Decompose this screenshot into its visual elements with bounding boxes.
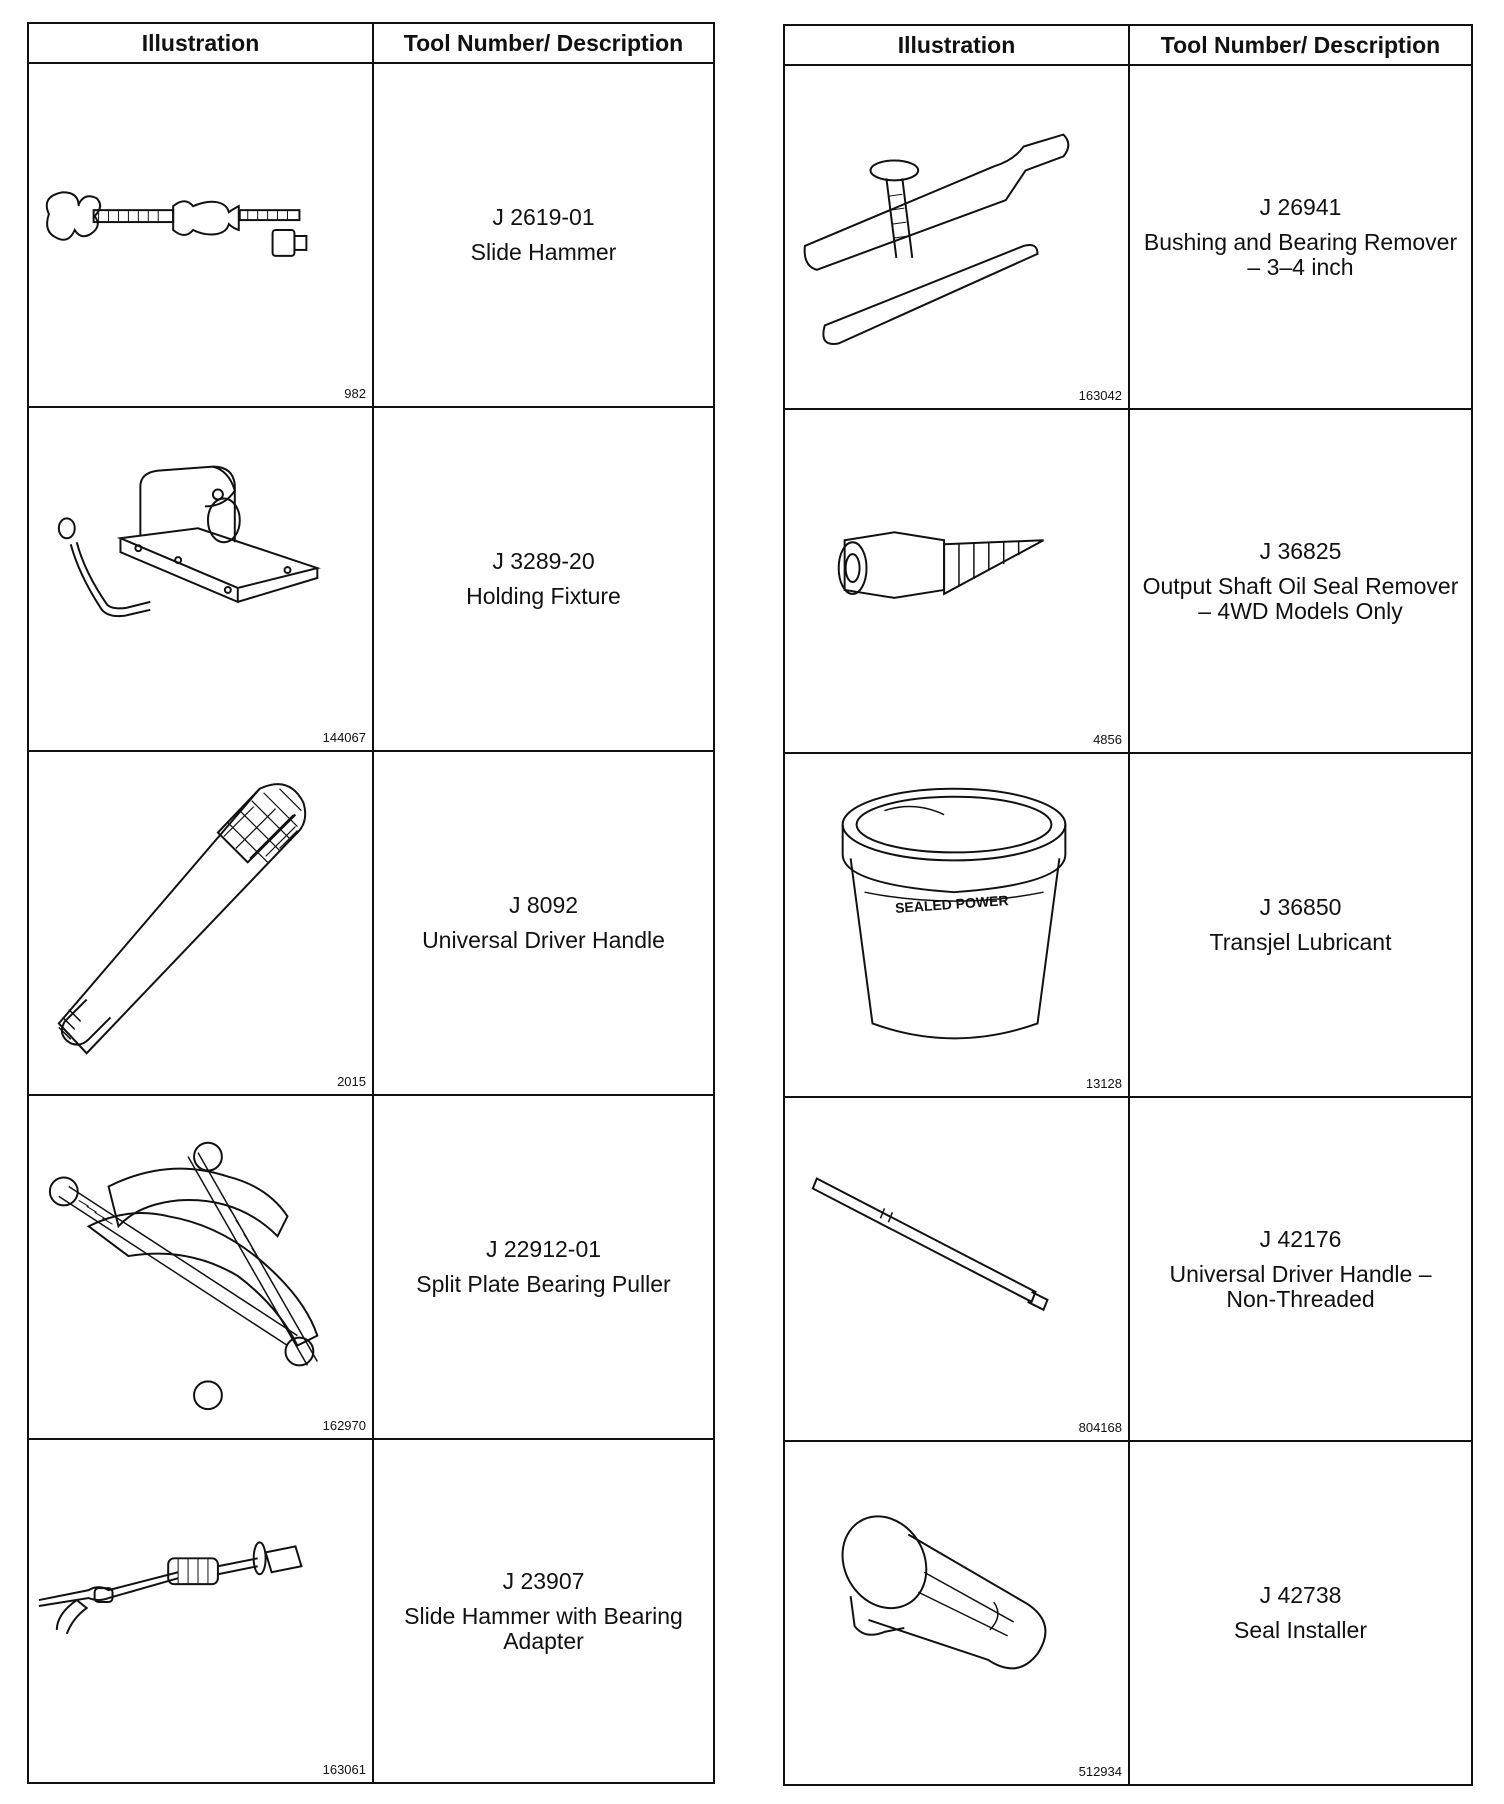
tool-description: Split Plate Bearing Puller bbox=[416, 1271, 671, 1297]
tool-description: Universal Driver Handle – Non-Threaded bbox=[1169, 1260, 1432, 1312]
tool-number: J 26941 bbox=[1259, 193, 1342, 220]
header-illustration: Illustration bbox=[784, 25, 1129, 65]
table-row bbox=[784, 753, 1472, 1097]
illustration-cell bbox=[784, 409, 1129, 753]
tool-description: Transjel Lubricant bbox=[1209, 929, 1392, 955]
description-cell bbox=[1129, 1097, 1472, 1441]
figure-id: 163042 bbox=[1078, 388, 1122, 403]
slide-hammer-icon bbox=[29, 64, 372, 406]
lubricant-tub-icon bbox=[785, 754, 1128, 1096]
illustration-cell bbox=[28, 63, 373, 407]
tool-number: J 23907 bbox=[502, 1567, 585, 1594]
tool-number: J 3289-20 bbox=[492, 548, 595, 574]
table-row bbox=[784, 65, 1472, 409]
illustration-cell bbox=[784, 1441, 1129, 1785]
header-illustration: Illustration bbox=[28, 23, 373, 63]
description-cell bbox=[373, 63, 714, 407]
tool-description: Universal Driver Handle bbox=[422, 927, 665, 953]
figure-id: 13128 bbox=[1085, 1076, 1122, 1091]
tool-description: Slide Hammer bbox=[470, 239, 617, 265]
tool-description: Bushing and Bearing Remover – 3–4 inch bbox=[1143, 228, 1458, 280]
tool-table-right bbox=[783, 24, 1473, 1786]
description-cell bbox=[1129, 65, 1472, 409]
tool-number: J 36825 bbox=[1259, 537, 1342, 564]
table-header-row bbox=[784, 25, 1472, 65]
table-row bbox=[784, 1441, 1472, 1785]
tool-number: J 22912-01 bbox=[485, 1236, 602, 1262]
slide-hammer-adapter-icon bbox=[29, 1440, 372, 1782]
header-tool-description: Tool Number/ Description bbox=[373, 23, 714, 63]
tool-number: J 42738 bbox=[1259, 1582, 1342, 1608]
holding-fixture-icon bbox=[29, 408, 372, 750]
tool-description: Slide Hammer with Bearing Adapter bbox=[404, 1602, 683, 1654]
table-row bbox=[784, 409, 1472, 753]
illustration-cell bbox=[28, 751, 373, 1095]
table-header-row bbox=[28, 23, 714, 63]
table-row bbox=[28, 751, 714, 1095]
table-row bbox=[28, 63, 714, 407]
illustration-cell bbox=[784, 1097, 1129, 1441]
description-cell bbox=[373, 1439, 714, 1783]
tool-table-left bbox=[27, 22, 715, 1784]
illustration-cell bbox=[784, 65, 1129, 409]
figure-id: 4856 bbox=[1093, 732, 1122, 747]
tool-number: J 36850 bbox=[1259, 894, 1342, 920]
description-cell bbox=[1129, 409, 1472, 753]
bearing-puller-icon bbox=[29, 1096, 372, 1438]
description-cell bbox=[373, 407, 714, 751]
table-row bbox=[28, 407, 714, 751]
figure-id: 2015 bbox=[337, 1074, 366, 1089]
seal-remover-icon bbox=[785, 410, 1128, 752]
bushing-remover-icon bbox=[785, 66, 1128, 408]
description-cell bbox=[1129, 1441, 1472, 1785]
figure-id: 982 bbox=[344, 386, 366, 401]
figure-id: 163061 bbox=[322, 1762, 366, 1777]
tub-label-text: SEALED POWER bbox=[894, 892, 1009, 916]
description-cell bbox=[1129, 753, 1472, 1097]
table-row bbox=[784, 1097, 1472, 1441]
tool-description: Output Shaft Oil Seal Remover – 4WD Models Only bbox=[1142, 572, 1459, 624]
header-tool-description: Tool Number/ Description bbox=[1129, 25, 1472, 65]
figure-id: 162970 bbox=[322, 1418, 366, 1433]
description-cell bbox=[373, 1095, 714, 1439]
seal-installer-icon bbox=[785, 1442, 1128, 1784]
non-threaded-handle-icon bbox=[785, 1098, 1128, 1440]
figure-id: 512934 bbox=[1078, 1764, 1122, 1779]
illustration-cell bbox=[28, 1439, 373, 1783]
tool-number: J 8092 bbox=[508, 892, 579, 918]
tool-description: Seal Installer bbox=[1234, 1617, 1367, 1643]
description-cell bbox=[373, 751, 714, 1095]
illustration-cell bbox=[28, 1095, 373, 1439]
figure-id: 144067 bbox=[322, 730, 366, 745]
illustration-cell bbox=[784, 753, 1129, 1097]
table-row bbox=[28, 1095, 714, 1439]
illustration-cell bbox=[28, 407, 373, 751]
driver-handle-icon bbox=[29, 752, 372, 1094]
tool-number: J 2619-01 bbox=[492, 204, 595, 230]
table-row bbox=[28, 1439, 714, 1783]
tool-description: Holding Fixture bbox=[466, 583, 621, 609]
tool-number: J 42176 bbox=[1259, 1225, 1342, 1252]
figure-id: 804168 bbox=[1078, 1420, 1122, 1435]
